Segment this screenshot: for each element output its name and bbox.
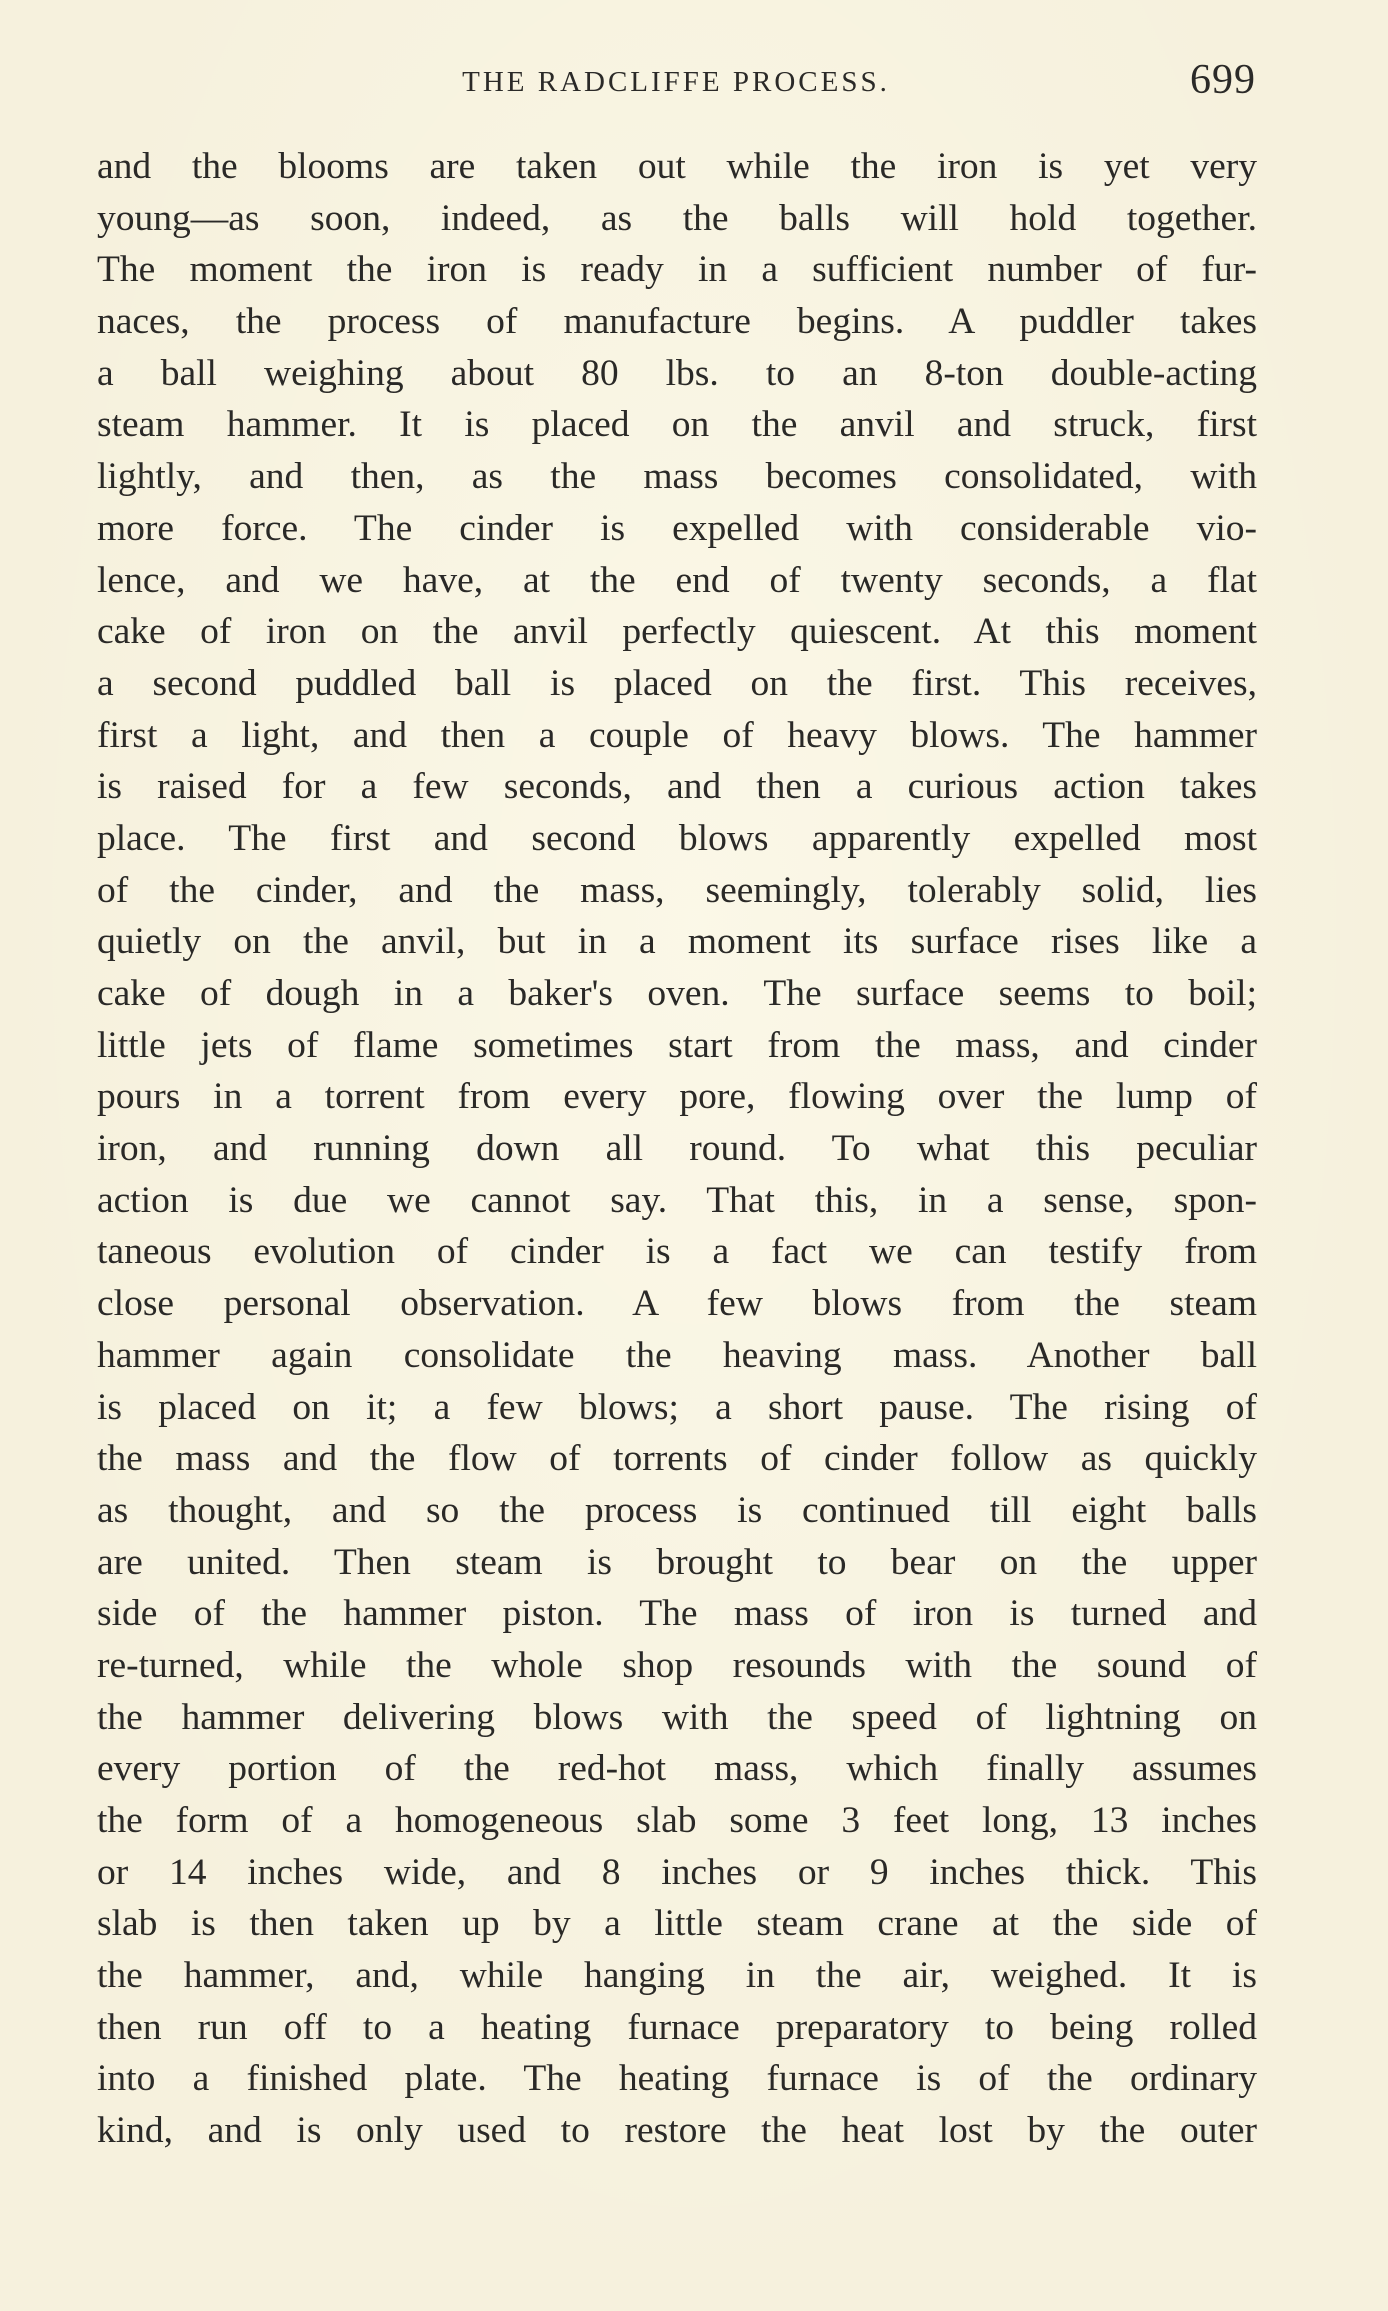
text-line: the mass and the flow of torrents of cinder follow as quickly [97, 1438, 1257, 1480]
text-line: are united. Then steam is brought to bear on the upper [97, 1541, 1257, 1583]
text-line: little jets of flame sometimes start from the mass, and cinder [97, 1024, 1257, 1066]
text-line: the hammer, and, while hanging in the air, weighed. It is [97, 1955, 1257, 1997]
text-line: pours in a torrent from every pore, flowing over the lump of [97, 1076, 1257, 1118]
text-line: kind, and is only used to restore the heat lost by the outer [97, 2110, 1257, 2152]
text-line: or 14 inches wide, and 8 inches or 9 inches thick. This [97, 1851, 1257, 1893]
text-line: action is due we cannot say. That this, in a sense, spon- [97, 1179, 1257, 1221]
text-line: young—as soon, indeed, as the balls will hold together. [97, 197, 1257, 239]
text-line: side of the hammer piston. The mass of iron is turned and [97, 1593, 1257, 1635]
text-line: then run off to a heating furnace preparatory to being rolled [97, 2006, 1257, 2048]
text-line: The moment the iron is ready in a sufficient number of fur- [97, 249, 1257, 291]
text-line: lightly, and then, as the mass becomes consolidated, with [97, 456, 1257, 498]
text-line: cake of dough in a baker's oven. The surface seems to boil; [97, 973, 1257, 1014]
text-line: naces, the process of manufacture begins. A puddler takes [97, 301, 1257, 343]
text-line: taneous evolution of cinder is a fact we can testify from [97, 1231, 1257, 1273]
text-line: close personal observation. A few blows from the steam [97, 1283, 1257, 1325]
text-line: a second puddled ball is placed on the first. This receives, [97, 662, 1257, 704]
text-line: lence, and we have, at the end of twenty seconds, a flat [97, 559, 1257, 601]
running-header [96, 56, 1256, 116]
text-line: slab is then taken up by a little steam crane at the side of [97, 1903, 1257, 1945]
text-line: of the cinder, and the mass, seemingly, tolerably solid, lies [97, 869, 1257, 911]
running-title: THE RADCLIFFE PROCESS. [462, 66, 890, 98]
text-line: steam hammer. It is placed on the anvil and struck, first [97, 404, 1257, 446]
text-line: a ball weighing about 80 lbs. to an 8-ton double-acting [97, 352, 1257, 394]
text-line: every portion of the red-hot mass, which finally assumes [97, 1748, 1257, 1790]
text-line: the hammer delivering blows with the speed of lightning on [97, 1696, 1257, 1738]
text-line: cake of iron on the anvil perfectly quiescent. At this moment [97, 611, 1257, 653]
text-line: place. The first and second blows apparently expelled most [97, 817, 1257, 859]
text-line: more force. The cinder is expelled with considerable vio- [97, 507, 1257, 549]
text-line: re-turned, while the whole shop resounds with the sound of [97, 1644, 1257, 1686]
text-line: into a finished plate. The heating furnace is of the ordinary [97, 2058, 1257, 2100]
text-line: the form of a homogeneous slab some 3 feet long, 13 inches [97, 1800, 1257, 1841]
body-paragraph [97, 141, 1257, 2157]
text-line: first a light, and then a couple of heavy blows. The hammer [97, 714, 1257, 756]
page-number: 699 [1190, 57, 1256, 103]
text-line: iron, and running down all round. To what this peculiar [97, 1128, 1257, 1170]
text-line: is placed on it; a few blows; a short pause. The rising of [97, 1386, 1257, 1428]
text-line: as thought, and so the process is continued till eight balls [97, 1489, 1257, 1531]
text-line: hammer again consolidate the heaving mass. Another ball [97, 1334, 1257, 1376]
text-line: is raised for a few seconds, and then a curious action takes [97, 766, 1257, 808]
text-line: quietly on the anvil, but in a moment its surface rises like a [97, 921, 1257, 963]
text-line: and the blooms are taken out while the iron is yet very [97, 146, 1257, 187]
